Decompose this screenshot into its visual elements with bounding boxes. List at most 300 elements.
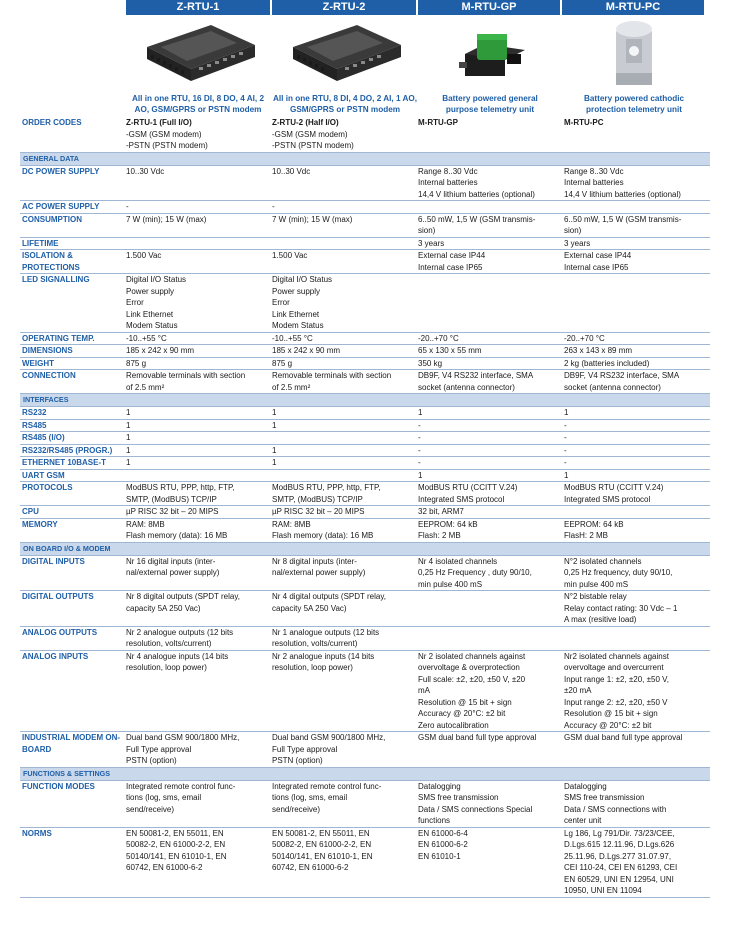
value-cell bbox=[416, 591, 562, 627]
value-line: 7 W (min); 15 W (max) bbox=[126, 214, 207, 224]
value-line: overvoltage & overprotection bbox=[418, 663, 520, 672]
row-label: ETHERNET 10BASE-T bbox=[20, 457, 124, 470]
value-line: 50082-2, EN 61000-2-2, EN bbox=[126, 840, 226, 849]
value-line: Nr 4 isolated channels bbox=[418, 556, 498, 566]
value-line: - bbox=[564, 420, 567, 430]
value-line: Resolution @ 15 bit + sign bbox=[418, 697, 512, 707]
value-line: SMTP, (ModBUS) TCP/IP bbox=[126, 494, 217, 504]
value-line: of 2.5 mm² bbox=[272, 382, 311, 392]
spec-row bbox=[20, 650, 710, 732]
value-cell bbox=[270, 117, 416, 152]
value-line: Nr 4 analogue inputs (14 bits bbox=[126, 651, 229, 661]
value-cell bbox=[416, 370, 562, 394]
row-label: INDUSTRIAL MODEM ON-BOARD bbox=[20, 732, 124, 768]
value-line: 14,4 V lithium batteries (optional) bbox=[418, 189, 535, 199]
section-header bbox=[20, 542, 710, 555]
row-label: ANALOG OUTPUTS bbox=[20, 626, 124, 650]
row-label: DC POWER SUPPLY bbox=[20, 165, 124, 201]
row-label: DIMENSIONS bbox=[20, 345, 124, 358]
value-cell bbox=[562, 274, 710, 333]
value-line: ModBUS RTU, PPP, http, FTP, bbox=[272, 483, 381, 492]
value-cell bbox=[270, 555, 416, 591]
value-line: - bbox=[564, 458, 567, 467]
value-cell bbox=[562, 357, 710, 370]
value-line: Full Type approval bbox=[126, 744, 192, 754]
value-line: -PSTN (PSTN modem) bbox=[126, 141, 208, 150]
value-line: 10..30 Vdc bbox=[126, 166, 165, 176]
spec-row bbox=[20, 213, 710, 237]
value-cell bbox=[562, 407, 710, 420]
value-line: -GSM (GSM modem) bbox=[272, 129, 348, 139]
value-line: SMS free transmission bbox=[564, 793, 645, 802]
spec-row bbox=[20, 827, 710, 897]
value-line: 50140/141, EN 61010-1, EN bbox=[126, 851, 227, 861]
value-cell bbox=[416, 117, 562, 152]
value-cell bbox=[124, 165, 270, 201]
value-line: sion) bbox=[418, 226, 436, 235]
value-line: 263 x 143 x 89 mm bbox=[564, 346, 633, 355]
value-cell bbox=[124, 274, 270, 333]
value-line: Accuracy @ 20°C: ±2 bit bbox=[564, 720, 652, 730]
value-line: Dual band GSM 900/1800 MHz, bbox=[272, 733, 386, 742]
value-cell bbox=[562, 432, 710, 445]
value-line: Modem Status bbox=[126, 321, 178, 330]
spec-row bbox=[20, 370, 710, 394]
value-line: Full Type approval bbox=[272, 744, 338, 754]
value-cell bbox=[562, 370, 710, 394]
value-line: Dual band GSM 900/1800 MHz, bbox=[126, 733, 240, 742]
value-cell bbox=[416, 165, 562, 201]
value-cell bbox=[562, 506, 710, 519]
spec-row bbox=[20, 591, 710, 627]
value-cell bbox=[270, 432, 416, 445]
value-line: send/receive) bbox=[272, 804, 321, 814]
value-line: - bbox=[564, 445, 567, 455]
value-line: 50140/141, EN 61010-1, EN bbox=[272, 851, 373, 861]
value-line: SMS free transmission bbox=[418, 793, 499, 802]
value-line: ModBUS RTU (CCITT V.24) bbox=[418, 483, 518, 492]
value-line: 10..30 Vdc bbox=[272, 166, 311, 176]
row-label: DIGITAL INPUTS bbox=[20, 555, 124, 591]
value-line: tions (log, sms, email bbox=[126, 793, 202, 802]
section-title: FUNCTIONS & SETTINGS bbox=[20, 767, 710, 780]
value-cell bbox=[416, 213, 562, 237]
spec-row bbox=[20, 469, 710, 482]
value-line: resolution, volts/current) bbox=[126, 639, 212, 648]
value-line: -20..+70 °C bbox=[564, 333, 605, 343]
value-cell bbox=[270, 250, 416, 274]
value-line: resolution, loop power) bbox=[126, 663, 207, 672]
value-line: -20..+70 °C bbox=[418, 333, 459, 343]
value-cell bbox=[124, 732, 270, 768]
value-cell bbox=[416, 444, 562, 457]
value-line: External case IP44 bbox=[564, 251, 632, 260]
value-cell bbox=[124, 444, 270, 457]
value-cell bbox=[416, 201, 562, 214]
value-line: Integrated remote control func- bbox=[272, 781, 382, 791]
row-label: LIFETIME bbox=[20, 237, 124, 250]
value-line: mA bbox=[418, 686, 430, 695]
value-line: 60742, EN 61000-6-2 bbox=[126, 863, 203, 872]
value-cell bbox=[270, 827, 416, 897]
value-line: EN 61000-6-2 bbox=[418, 840, 468, 849]
spec-row bbox=[20, 357, 710, 370]
spec-row bbox=[20, 274, 710, 333]
spec-row bbox=[20, 780, 710, 827]
value-line bbox=[418, 274, 560, 286]
value-line: Accuracy @ 20°C: ±2 bit bbox=[418, 709, 506, 718]
value-line: Nr 8 digital inputs (inter- bbox=[272, 556, 357, 566]
value-line: - bbox=[418, 445, 421, 455]
value-line: tions (log, sms, email bbox=[272, 793, 348, 802]
value-cell bbox=[124, 555, 270, 591]
grey-cylinder-image bbox=[596, 16, 672, 88]
value-line: Range 8..30 Vdc bbox=[418, 166, 478, 176]
value-cell bbox=[270, 357, 416, 370]
value-line: Nr 2 isolated channels against bbox=[418, 651, 526, 661]
value-cell bbox=[416, 274, 562, 333]
value-cell bbox=[416, 469, 562, 482]
value-line: Datalogging bbox=[564, 781, 607, 791]
value-line: 1 bbox=[564, 470, 569, 480]
row-label: NORMS bbox=[20, 827, 124, 897]
spec-row bbox=[20, 117, 710, 152]
value-line: GSM dual band full type approval bbox=[418, 733, 537, 742]
value-line: Internal batteries bbox=[564, 178, 624, 187]
value-line: Datalogging bbox=[418, 781, 461, 791]
spec-row bbox=[20, 432, 710, 445]
value-cell bbox=[270, 444, 416, 457]
value-line: ±20 mA bbox=[564, 686, 592, 695]
value-line bbox=[418, 591, 560, 603]
value-line: Lg 186, Lg 791/Dir. 73/23/CEE, bbox=[564, 828, 675, 838]
value-line: DB9F, V4 RS232 interface, SMA bbox=[564, 371, 680, 380]
value-cell bbox=[124, 482, 270, 506]
value-line: EN 50081-2, EN 55011, EN bbox=[126, 828, 224, 838]
value-line: socket (antenna connector) bbox=[564, 382, 661, 392]
value-cell bbox=[562, 827, 710, 897]
value-line: ModBUS RTU, PPP, http, FTP, bbox=[126, 483, 235, 492]
row-label: ORDER CODES bbox=[20, 117, 124, 152]
product-subtitle: All in one RTU, 16 DI, 8 DO, 4 AI, 2 AO, GSM/GPRS or PSTN modem bbox=[131, 94, 265, 114]
value-line: send/receive) bbox=[126, 804, 175, 814]
row-label: AC POWER SUPPLY bbox=[20, 201, 124, 214]
value-line: 185 x 242 x 90 mm bbox=[272, 346, 341, 355]
value-line bbox=[272, 238, 414, 250]
spec-row bbox=[20, 518, 710, 542]
value-cell bbox=[270, 650, 416, 732]
value-line: 1.500 Vac bbox=[126, 251, 162, 260]
value-cell bbox=[416, 457, 562, 470]
value-cell bbox=[416, 732, 562, 768]
value-cell bbox=[270, 469, 416, 482]
spec-row bbox=[20, 626, 710, 650]
row-label: UART GSM bbox=[20, 469, 124, 482]
value-line: Input range 2: ±2, ±20, ±50 V bbox=[564, 697, 668, 707]
value-line: Internal case IP65 bbox=[418, 262, 483, 272]
value-cell bbox=[270, 201, 416, 214]
value-line: N°2 isolated channels bbox=[564, 556, 642, 566]
value-line: 7 W (min); 15 W (max) bbox=[272, 214, 353, 224]
value-line: 1 bbox=[272, 445, 277, 455]
value-line: 875 g bbox=[126, 358, 147, 368]
value-line: Range 8..30 Vdc bbox=[564, 166, 624, 176]
value-line: RAM: 8MB bbox=[126, 519, 165, 529]
value-cell bbox=[416, 827, 562, 897]
value-line: 1 bbox=[418, 408, 423, 417]
value-cell bbox=[124, 591, 270, 627]
value-line: 6..50 mW, 1,5 W (GSM transmis- bbox=[418, 214, 536, 224]
value-cell bbox=[562, 444, 710, 457]
value-line: Modem Status bbox=[272, 321, 324, 330]
row-label: LED SIGNALLING bbox=[20, 274, 124, 333]
value-line bbox=[418, 201, 560, 213]
value-line bbox=[564, 506, 708, 518]
value-cell bbox=[270, 332, 416, 345]
value-line: EEPROM: 64 kB bbox=[418, 519, 478, 529]
value-line: 350 kg bbox=[418, 358, 443, 368]
value-line: 10950, UNI EN 11094 bbox=[564, 886, 642, 895]
value-line bbox=[272, 432, 414, 444]
value-cell bbox=[124, 432, 270, 445]
green-box-image bbox=[450, 16, 530, 88]
value-line: Nr 1 analogue outputs (12 bits bbox=[272, 627, 380, 637]
value-cell bbox=[270, 345, 416, 358]
product-header-z-rtu-2: Z-RTU-2 bbox=[272, 0, 416, 15]
spec-row bbox=[20, 345, 710, 358]
value-cell bbox=[562, 457, 710, 470]
value-line: 60742, EN 61000-6-2 bbox=[272, 863, 349, 872]
value-line: 50082-2, EN 61000-2-2, EN bbox=[272, 840, 372, 849]
spec-row bbox=[20, 732, 710, 768]
value-cell bbox=[124, 457, 270, 470]
spec-row bbox=[20, 457, 710, 470]
value-line: 3 years bbox=[564, 238, 591, 248]
value-line: EEPROM: 64 kB bbox=[564, 519, 624, 529]
value-line: DB9F, V4 RS232 interface, SMA bbox=[418, 371, 534, 380]
value-line: - bbox=[418, 420, 421, 430]
value-cell bbox=[562, 345, 710, 358]
row-label: WEIGHT bbox=[20, 357, 124, 370]
value-cell bbox=[270, 732, 416, 768]
value-line: 185 x 242 x 90 mm bbox=[126, 346, 195, 355]
value-line: ModBUS RTU (CCITT V.24) bbox=[564, 483, 664, 492]
value-cell bbox=[270, 274, 416, 333]
value-line: min pulse 400 mS bbox=[564, 579, 629, 589]
value-cell bbox=[416, 780, 562, 827]
value-line: Internal batteries bbox=[418, 178, 478, 187]
value-cell bbox=[124, 626, 270, 650]
row-label: PROTOCOLS bbox=[20, 482, 124, 506]
value-line: 1 bbox=[126, 420, 131, 430]
value-cell bbox=[416, 250, 562, 274]
value-line: Resolution @ 15 bit + sign bbox=[564, 709, 658, 718]
value-cell bbox=[416, 518, 562, 542]
value-line: Error bbox=[272, 298, 290, 307]
value-cell bbox=[124, 650, 270, 732]
value-line: -PSTN (PSTN modem) bbox=[272, 141, 354, 150]
value-line: GSM dual band full type approval bbox=[564, 733, 683, 742]
spec-row bbox=[20, 201, 710, 214]
value-line: Nr2 isolated channels against bbox=[564, 651, 669, 661]
value-cell bbox=[270, 407, 416, 420]
value-cell bbox=[416, 237, 562, 250]
value-line: Removable terminals with section bbox=[272, 371, 392, 380]
value-line: D.Lgs.615 12.11.96, D.Lgs.626 bbox=[564, 840, 675, 849]
value-cell bbox=[124, 827, 270, 897]
value-cell bbox=[124, 518, 270, 542]
value-line: sion) bbox=[564, 226, 582, 235]
value-cell bbox=[562, 201, 710, 214]
value-cell bbox=[562, 213, 710, 237]
value-line: Power supply bbox=[126, 286, 175, 296]
row-label: OPERATING TEMP. bbox=[20, 332, 124, 345]
value-line: µP RISC 32 bit – 20 MIPS bbox=[272, 507, 365, 516]
value-cell bbox=[416, 555, 562, 591]
value-line: Flash memory (data): 16 MB bbox=[272, 531, 374, 540]
value-line: - bbox=[418, 458, 421, 467]
spec-row bbox=[20, 237, 710, 250]
row-label: RS232 bbox=[20, 407, 124, 420]
product-subtitle: Battery powered cathodic protection telemetry unit bbox=[583, 94, 685, 114]
value-cell bbox=[270, 780, 416, 827]
value-line: Flash memory (data): 16 MB bbox=[126, 531, 228, 540]
value-line: N°2 bistable relay bbox=[564, 592, 627, 601]
value-cell bbox=[124, 345, 270, 358]
value-cell bbox=[270, 506, 416, 519]
spec-table bbox=[20, 117, 710, 898]
section-header bbox=[20, 394, 710, 407]
value-cell bbox=[562, 732, 710, 768]
value-line: SMTP, (ModBUS) TCP/IP bbox=[272, 494, 363, 504]
spec-row bbox=[20, 444, 710, 457]
spec-row bbox=[20, 407, 710, 420]
value-line: 0,25 Hz frequency, duty 90/10, bbox=[564, 568, 673, 577]
value-cell bbox=[562, 419, 710, 432]
section-title: INTERFACES bbox=[20, 394, 710, 407]
value-line: EN 61000-6-4 bbox=[418, 828, 468, 838]
value-cell bbox=[124, 117, 270, 152]
value-line: Z-RTU-1 (Full I/O) bbox=[126, 118, 192, 127]
value-line: FlasH: 2 MB bbox=[564, 531, 609, 540]
value-line bbox=[418, 627, 560, 639]
product-header-m-rtu-gp: M-RTU-GP bbox=[418, 0, 560, 15]
row-label: RS232/RS485 (PROGR.) bbox=[20, 444, 124, 457]
value-line: 1 bbox=[126, 445, 131, 455]
value-line: -GSM (GSM modem) bbox=[126, 129, 202, 139]
rtu-board-image bbox=[140, 16, 260, 88]
product-header-m-rtu-pc: M-RTU-PC bbox=[562, 0, 704, 15]
value-cell bbox=[416, 345, 562, 358]
section-title: GENERAL DATA bbox=[20, 152, 710, 165]
value-line: PSTN (option) bbox=[272, 756, 323, 765]
value-cell bbox=[416, 357, 562, 370]
value-cell bbox=[124, 250, 270, 274]
value-cell bbox=[270, 165, 416, 201]
value-line: Removable terminals with section bbox=[126, 371, 246, 380]
spec-row bbox=[20, 165, 710, 201]
value-line: Data / SMS connections with bbox=[564, 804, 667, 814]
value-cell bbox=[124, 370, 270, 394]
value-line: functions bbox=[418, 816, 451, 825]
value-line: Integrated SMS protocol bbox=[418, 494, 505, 504]
spec-row bbox=[20, 332, 710, 345]
value-cell bbox=[270, 213, 416, 237]
value-cell bbox=[270, 591, 416, 627]
value-line: 14,4 V lithium batteries (optional) bbox=[564, 189, 681, 199]
row-label: RS485 (I/O) bbox=[20, 432, 124, 445]
value-line: - bbox=[272, 202, 275, 211]
value-cell bbox=[124, 201, 270, 214]
value-line: Link Ethernet bbox=[272, 309, 320, 319]
value-cell bbox=[562, 469, 710, 482]
value-cell bbox=[124, 407, 270, 420]
value-cell bbox=[562, 482, 710, 506]
spec-row bbox=[20, 419, 710, 432]
value-line bbox=[564, 201, 708, 213]
value-line: EN 60529, UNI EN 12954, UNI bbox=[564, 874, 674, 884]
value-line: 1 bbox=[272, 458, 277, 467]
value-line: 6..50 mW, 1,5 W (GSM transmis- bbox=[564, 214, 682, 224]
value-line: Nr 16 digital inputs (inter- bbox=[126, 556, 216, 566]
value-line: 3 years bbox=[418, 238, 445, 248]
value-line: 875 g bbox=[272, 358, 293, 368]
value-line bbox=[126, 238, 268, 250]
row-label: DIGITAL OUTPUTS bbox=[20, 591, 124, 627]
value-cell bbox=[416, 506, 562, 519]
value-cell bbox=[562, 250, 710, 274]
value-line: 1 bbox=[126, 458, 131, 467]
value-cell bbox=[562, 780, 710, 827]
value-line: - bbox=[564, 433, 567, 442]
rtu-board-image bbox=[286, 16, 406, 88]
value-cell bbox=[270, 457, 416, 470]
row-label: ANALOG INPUTS bbox=[20, 650, 124, 732]
spec-row bbox=[20, 250, 710, 274]
value-line: Integrated remote control func- bbox=[126, 781, 236, 791]
value-line: resolution, volts/current) bbox=[272, 639, 358, 648]
value-cell bbox=[416, 432, 562, 445]
value-cell bbox=[270, 237, 416, 250]
value-line: M-RTU-PC bbox=[564, 118, 604, 127]
value-cell bbox=[124, 419, 270, 432]
value-line: Data / SMS connections Special bbox=[418, 804, 533, 814]
product-subtitle: All in one RTU, 8 DI, 4 DO, 2 AI, 1 AO, GSM/GPRS or PSTN modem bbox=[272, 94, 418, 114]
value-line: 1 bbox=[126, 408, 131, 417]
value-line: Error bbox=[126, 298, 144, 307]
value-line: 1 bbox=[126, 433, 131, 442]
value-line: Digital I/O Status bbox=[126, 275, 187, 284]
value-line: socket (antenna connector) bbox=[418, 382, 515, 392]
value-line: Internal case IP65 bbox=[564, 262, 629, 272]
value-line: 2 kg (batteries included) bbox=[564, 358, 650, 368]
value-line: 1 bbox=[272, 408, 277, 417]
value-cell bbox=[416, 332, 562, 345]
row-label: RS485 bbox=[20, 419, 124, 432]
value-line: 0,25 Hz Frequency , duty 90/10, bbox=[418, 568, 532, 577]
section-title: ON BOARD I/O & MODEM bbox=[20, 542, 710, 555]
row-label: MEMORY bbox=[20, 518, 124, 542]
value-line: PSTN (option) bbox=[126, 756, 177, 765]
value-line: -10..+55 °C bbox=[126, 333, 167, 343]
value-line: Nr 2 analogue inputs (14 bits bbox=[272, 651, 375, 661]
value-cell bbox=[562, 591, 710, 627]
value-line: of 2.5 mm² bbox=[126, 382, 165, 392]
row-label: FUNCTION MODES bbox=[20, 780, 124, 827]
value-cell bbox=[124, 506, 270, 519]
value-line bbox=[564, 627, 708, 639]
value-line: Link Ethernet bbox=[126, 309, 174, 319]
